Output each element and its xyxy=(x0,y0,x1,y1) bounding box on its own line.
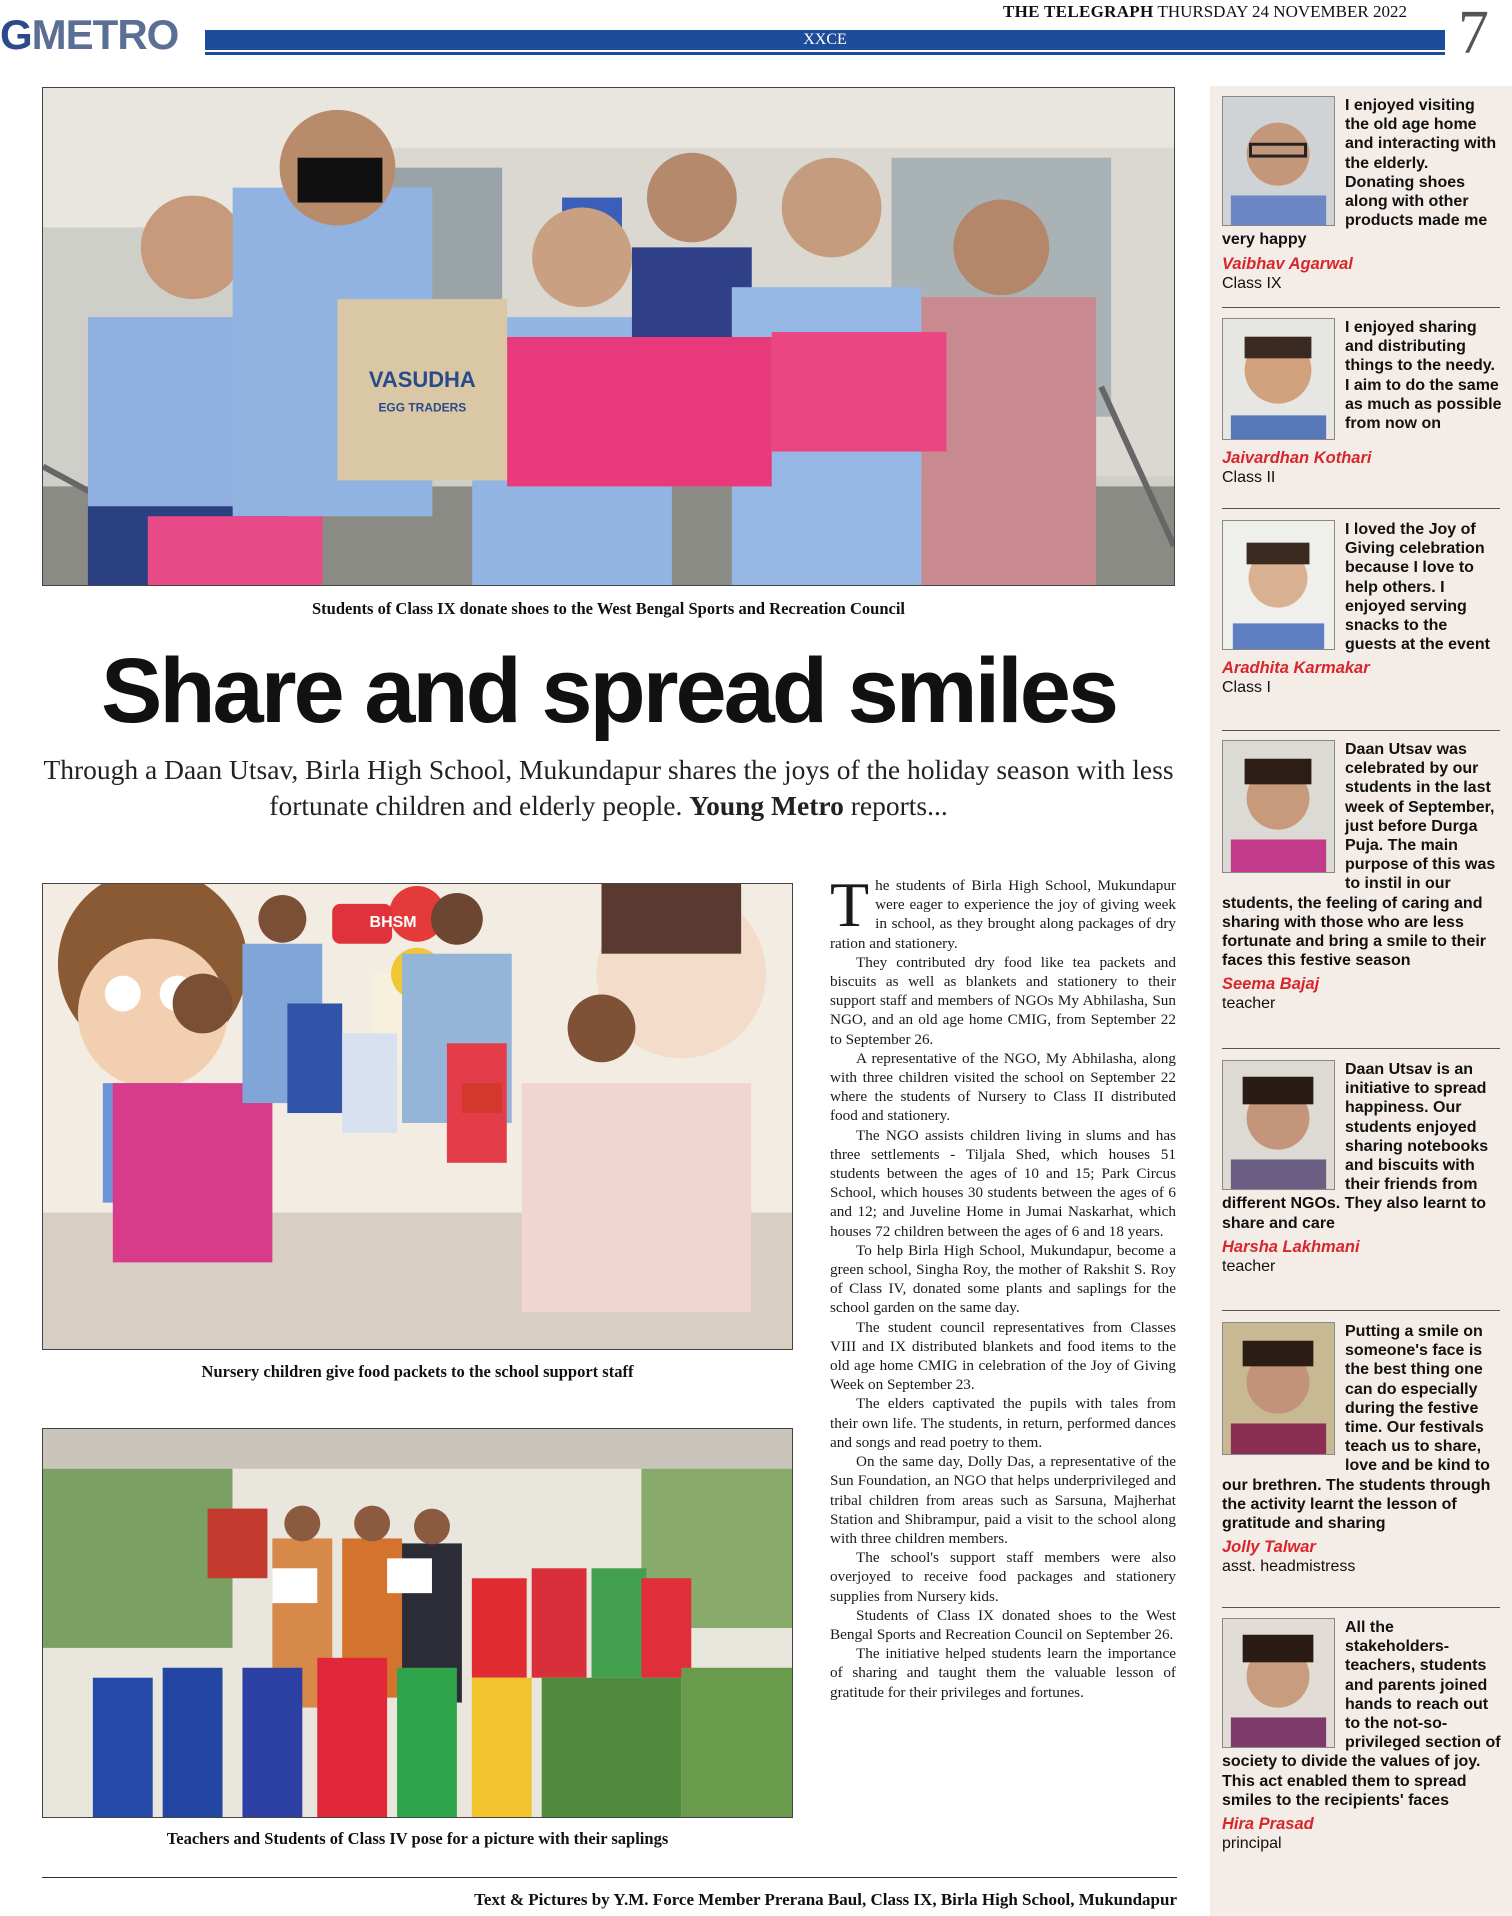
dateline xyxy=(1003,2,1407,22)
article-paragraph: The student council representatives from Classes VIII and IX distributed blankets and food items to the old age home CMIG in celebration of the Joy of Giving Week on September 23. xyxy=(830,1318,1176,1394)
box-sublabel: EGG TRADERS xyxy=(378,400,467,415)
photo-nursery-children xyxy=(42,883,793,1350)
quote-text: Daan Utsav was celebrated by our students in the last week of September, just before Durga Puja. The main purpose of this was to instil in our students, the feeling of caring and sharing with those who are less fortunate and bring a smile to their faces this festive season xyxy=(1222,741,1496,970)
quote-role: principal xyxy=(1222,1835,1282,1853)
quote-role: Class I xyxy=(1222,679,1271,697)
box-label: VASUDHA xyxy=(368,366,476,392)
portrait-photo xyxy=(1222,96,1335,226)
headline: Share and spread smiles xyxy=(100,640,1117,742)
quote-role: Class II xyxy=(1222,469,1276,486)
article-paragraph: A representative of the NGO, My Abhilasha, along with three children visited the school on September 22 where the students of Nursery to Class II distributed food and stationery. xyxy=(830,1049,1176,1125)
article-paragraph: To help Birla High School, Mukundapur, become a green school, Singha Roy, the mother of Rakshit S. Roy of Class IV, donated some plants and saplings for the school garden on the same day. xyxy=(830,1241,1176,1317)
paper-name: THE TELEGRAPH xyxy=(1003,2,1154,21)
portrait-photo xyxy=(1222,520,1335,650)
standfirst-text: Through a Daan Utsav, Birla High School, Mukundapur shares the joys of the holiday season with less fortunate children and elderly people. xyxy=(43,754,1174,821)
quote-card xyxy=(1222,318,1502,488)
photo-caption: Students of Class IX donate shoes to the West Bengal Sports and Recreation Council xyxy=(312,599,905,618)
portrait-photo xyxy=(1222,318,1335,440)
quote-name: Aradhita Karmakar xyxy=(1222,659,1370,678)
article-paragraph: The NGO assists children living in slums and has three settlements - Tiljala Shed, which houses 51 students between the ages of 10 and 15; Park Circus School, which houses 30 students between the ages of 6 and 12; and Juveline Home in Jumai Naskarhat, which houses 72 children between the ages of 6 and 18 years. xyxy=(830,1126,1176,1240)
portrait-photo xyxy=(1222,1322,1335,1455)
quote-divider xyxy=(1222,1048,1500,1049)
article-paragraph: Students of Class IX donated shoes to the West Bengal Sports and Recreation Council on September 26. xyxy=(830,1606,1176,1643)
quote-text: I enjoyed sharing and distributing things to the needy. I aim to do the same as much as possible from now on xyxy=(1345,319,1502,433)
photo-caption: Teachers and Students of Class IV pose for a picture with their saplings xyxy=(166,1829,669,1848)
quote-text: I loved the Joy of Giving celebration because I love to help others. I enjoyed serving snacks to the guests at the event xyxy=(1345,521,1490,654)
quote-card xyxy=(1222,520,1502,698)
header-rule-thin xyxy=(205,52,1445,55)
photo-caption: Nursery children give food packets to the school support staff xyxy=(201,1362,634,1381)
section-name: METRO xyxy=(31,11,179,58)
page-number: 7 xyxy=(1458,0,1489,67)
quote-role: teacher xyxy=(1222,995,1276,1013)
header-rule xyxy=(205,30,1445,50)
article-paragraph: The initiative helped students learn the importance of sharing and taught them the valuable lesson of gratitude for their privileges and fortunes. xyxy=(830,1645,1176,1701)
quote-divider xyxy=(1222,307,1500,308)
quote-name: Vaibhav Agarwal xyxy=(1222,254,1353,273)
standfirst xyxy=(42,752,1175,824)
quote-role: Class IX xyxy=(1222,274,1282,292)
article-paragraph: The elders captivated the pupils with tales from their own life. The students, in return, performed dances and songs and read poetry to them. xyxy=(830,1395,1176,1451)
photo-class-iv-saplings xyxy=(42,1428,793,1818)
publication-name: Young Metro xyxy=(689,790,844,821)
quote-name: Seema Bajaj xyxy=(1222,975,1320,994)
quote-divider xyxy=(1222,508,1500,509)
quote-card xyxy=(1222,1618,1502,1854)
quote-text: All the stakeholders- teachers, students and parents joined hands to reach out to the not-so-privileged section of society to divide the values of joy. This act enabled them to spread smiles to the recipients' faces xyxy=(1222,1619,1501,1809)
quote-role: asst. headmistress xyxy=(1222,1558,1356,1576)
masthead xyxy=(0,0,1512,70)
edition-code: XXCE xyxy=(803,31,847,48)
quote-card xyxy=(1222,1322,1502,1577)
quote-text: I enjoyed visiting the old age home and interacting with the elderly. Donating shoes along with other products made me very happy xyxy=(1222,97,1497,249)
quote-name: Hira Prasad xyxy=(1222,1815,1314,1834)
quote-divider xyxy=(1222,1607,1500,1608)
portrait-photo xyxy=(1222,1618,1335,1748)
quote-card xyxy=(1222,96,1502,294)
quote-card xyxy=(1222,1060,1502,1277)
quote-name: Harsha Lakhmani xyxy=(1222,1237,1360,1256)
quote-card xyxy=(1222,740,1502,1014)
standfirst-tail: reports... xyxy=(850,790,948,821)
article-paragraph: The school's support staff members were also overjoyed to receive food packages and stationery supplies from Nursery kids. xyxy=(830,1549,1176,1605)
portrait-photo xyxy=(1222,1060,1335,1190)
article-paragraph: The students of Birla High School, Mukundapur were eager to experience the joy of giving week in school, as they brought along packages of dry ration and stationery. xyxy=(830,869,1176,952)
wall-logo: BHSM xyxy=(369,913,417,931)
article-paragraph: On the same day, Dolly Das, a representative of the Sun Foundation, an NGO that helps underprivileged and tribal children from areas such as Sarsuna, Majherhat Station and Shibrampur, paid a visit to the school along with three children members. xyxy=(830,1453,1176,1547)
quote-divider xyxy=(1222,1310,1500,1311)
footer-rule xyxy=(42,1877,1177,1878)
quote-name: Jaivardhan Kothari xyxy=(1222,449,1372,467)
quote-role: teacher xyxy=(1222,1257,1276,1275)
portrait-photo xyxy=(1222,740,1335,873)
article-paragraph: They contributed dry food like tea packets and biscuits as well as blankets and stationery to their support staff and members of NGOs My Abhilasha, Sun NGO, and an old age home CMIG, from September 22 to September 26. xyxy=(830,953,1176,1048)
quote-name: Jolly Talwar xyxy=(1222,1538,1316,1557)
article-body xyxy=(830,869,1176,1702)
drop-cap: T xyxy=(830,869,870,940)
photo-credit: Text & Pictures by Y.M. Force Member Prerana Baul, Class IX, Birla High School, Mukundapur xyxy=(474,1890,1177,1909)
section-brand: GMETRO xyxy=(0,11,179,58)
issue-date: THURSDAY 24 NOVEMBER 2022 xyxy=(1157,2,1407,21)
quote-text: Daan Utsav is an initiative to spread happiness. Our students enjoyed sharing notebooks and biscuits with their friends from different NGOs. They also learnt to share and care xyxy=(1222,1061,1489,1232)
photo-class-ix-donation xyxy=(42,87,1175,586)
quote-text: Putting a smile on someone's face is the best thing one can do especially during the festive time. Our festivals teach us to share, love and be kind to our brethren. The students through the activity learnt the lesson of gratitude and sharing xyxy=(1222,1323,1491,1533)
quote-divider xyxy=(1222,730,1500,731)
